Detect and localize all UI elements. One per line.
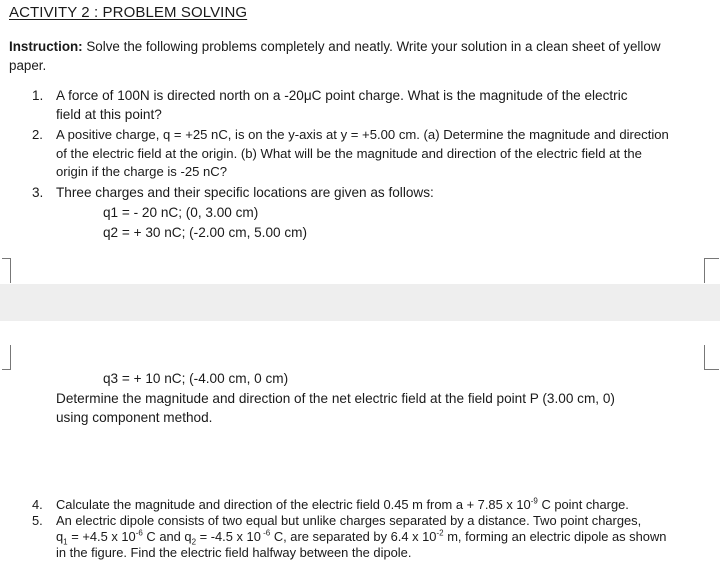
charge-q1: q1 = - 20 nC; (0, 3.00 cm) xyxy=(103,205,259,220)
charge-q2: q2 = + 30 nC; (-2.00 cm, 5.00 cm) xyxy=(103,225,307,240)
page-corner-mark xyxy=(2,258,11,283)
problem-text: Calculate the magnitude and direction of the electric field 0.45 m from a + 7.85 x $10^{-9}$ C point charge. xyxy=(56,496,629,512)
problem-text: of the electric field at the origin. (b) What will be the magnitude and direction of the electric field at the xyxy=(56,146,642,161)
problem-number: 5. xyxy=(32,513,43,528)
problem-text: Three charges and their specific locations are given as follows: xyxy=(56,185,434,200)
problem-text: $q_1 = +4.5$ x $10^{-6}$ C and $q_2 = -4.5$ x 10 $^{-6}$ C, are separated by 6.4 x $10^{-2}$ m, forming an electric dipole as shown xyxy=(56,528,667,547)
problem-number: 3. xyxy=(32,185,44,200)
problem-text: in the figure. Find the electric field halfway between the dipole. xyxy=(56,545,412,560)
problem-text: origin if the charge is -25 nC? xyxy=(56,164,228,179)
problem-number: 4. xyxy=(32,497,43,512)
instruction-text: Solve the following problems completely and neatly. Write your solution in a clean sheet of yellow xyxy=(82,39,661,54)
page-gap xyxy=(0,284,720,321)
problem-text: Determine the magnitude and direction of the net electric field at the field point P (3.00 cm, 0) xyxy=(56,391,615,406)
instruction-text-end: paper. xyxy=(9,58,47,73)
problem-number: 1. xyxy=(32,88,44,103)
activity-title: ACTIVITY 2 : PROBLEM SOLVING xyxy=(9,4,248,21)
problem-text: An electric dipole consists of two equal but unlike charges separated by a distance. Two point charges, xyxy=(56,513,642,528)
page-corner-mark xyxy=(704,258,719,283)
document-page-1 xyxy=(0,0,720,284)
problem-text: A positive charge, q = +25 nC, is on the y-axis at y = +5.00 cm. (a) Determine the magnitude and direction xyxy=(56,127,669,142)
charge-q3: q3 = + 10 nC; (-4.00 cm, 0 cm) xyxy=(103,371,289,386)
problem-text: A force of 100N is directed north on a -20μC point charge. What is the magnitude of the electric xyxy=(56,88,628,103)
page-corner-mark xyxy=(704,345,719,370)
instruction-label: Instruction: xyxy=(9,39,83,54)
instruction-paragraph xyxy=(9,37,699,75)
problem-text: using component method. xyxy=(56,410,213,425)
problem-number: 2. xyxy=(32,127,43,142)
problem-text: field at this point? xyxy=(56,107,162,122)
page-corner-mark xyxy=(2,345,11,370)
